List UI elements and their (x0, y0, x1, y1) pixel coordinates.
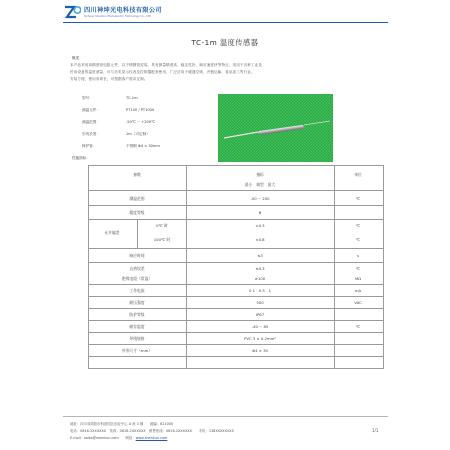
table-column-rule (186, 165, 187, 368)
table-rule (88, 308, 384, 309)
spec-key: 型号： (82, 96, 93, 100)
table-cell: 100℃ 时 (153, 237, 171, 242)
table-cell: ℃ (355, 237, 361, 242)
table-subheader: 最小 典型 最大 (244, 182, 276, 187)
table-rule (88, 368, 384, 369)
table-cell: ℃ (355, 223, 361, 228)
product-photo (218, 94, 333, 162)
table-cell: ℃ (355, 324, 361, 329)
table-cell: 响应时间 (129, 253, 145, 258)
table-cell: PVC 3 × 0.2mm² (244, 336, 276, 341)
table-cell: B (258, 210, 262, 215)
intro-line: 民用设备的温度测量，可与各类显示仪表及控制器配套使用，广泛应用于暖通空调、冷链运输、食品加工等行业。 (70, 70, 255, 74)
table-rule (88, 296, 384, 297)
spec-key: 引线长度： (82, 132, 100, 136)
table-rule (88, 248, 384, 249)
table-border (383, 165, 384, 368)
table-rule (88, 262, 384, 263)
page-number: 1/1 (372, 428, 379, 433)
spec-row (82, 96, 138, 101)
company-logo-icon (63, 4, 81, 20)
table-cell: IP67 (255, 312, 265, 317)
table-rule (88, 320, 384, 321)
table-rule (88, 344, 384, 345)
table-header-spec: 指标 (256, 172, 264, 177)
table-cell: mA (354, 288, 362, 293)
footer-contacts: 电话：0816-2XXXXXX 传真：0816-2XXXXXX 销售热线：0816-2XXXXXX 手机：138XXXXXXXX (70, 429, 234, 433)
table-heading: 性能指标： (72, 156, 90, 160)
table-cell: -40 ~ 85 (251, 324, 269, 329)
table-rule (88, 205, 384, 206)
table-cell: -50 ~ 200 (250, 196, 270, 201)
table-cell: ≥100 (254, 276, 266, 281)
table-cell: 导线规格 (129, 336, 145, 341)
spec-value: 1m（可定制） (126, 132, 150, 136)
table-cell: s (357, 253, 359, 258)
table-cell: Φ4 × 30 (252, 348, 268, 353)
table-cell: ℃ (355, 266, 361, 271)
table-border (88, 165, 89, 368)
company-header (84, 5, 214, 18)
spec-value: -50℃ ~ +200℃ (126, 120, 156, 124)
table-header-param: 参数 (133, 172, 141, 177)
footer-divider (63, 416, 388, 417)
company-name-en: Sichuan ShenKun Photoelectric Technology Co., LTD (84, 15, 151, 18)
table-rule (88, 219, 384, 220)
intro-heading: 概述： (72, 56, 83, 60)
footer-web (70, 435, 167, 440)
table-rule (88, 284, 384, 285)
table-cell: 500 (256, 300, 264, 305)
document-title: TC-1m 温度传感器 (191, 38, 259, 47)
intro-line: 本产品采用高精度铂电阻元件，以不锈钢管封装，具有测量精度高、稳定性好、响应速度快等特点，适用于各种工业及 (70, 63, 263, 67)
intro-line: 安装方便，使用寿命长，可根据客户需求定制。 (70, 77, 148, 81)
table-cell: 0℃ 时 (156, 223, 168, 228)
table-cell: 自热误差 (129, 266, 145, 271)
website-link[interactable]: www.shenkun.com (135, 436, 168, 440)
footer-email: E-mail：sales@shenkun.com 网址： (70, 436, 136, 440)
table-cell: 耐压强度 (129, 300, 145, 305)
table-rule (88, 356, 384, 357)
table-cell: ±0.3 (255, 223, 265, 228)
table-cell: ≤0.3 (255, 266, 265, 271)
table-rule (88, 332, 384, 333)
table-cell: 储存温度 (129, 324, 145, 329)
table-column-rule (334, 165, 335, 368)
table-cell: 允许偏差 (104, 230, 120, 235)
table-cell: 精度等级 (129, 210, 145, 215)
spec-value: 不锈钢 Φ4 × 30mm (126, 144, 160, 148)
table-rule (88, 190, 384, 191)
table-cell: 测温范围 (129, 196, 145, 201)
spec-row (82, 144, 160, 149)
spec-row (82, 108, 154, 113)
company-name: 四川神坤光电科技有限公司 (84, 7, 162, 14)
table-cell: ±0.8 (255, 237, 265, 242)
header-divider (63, 22, 388, 23)
table-cell: 防护等级 (129, 312, 145, 317)
table-cell: 绝缘电阻（常温） (121, 276, 153, 281)
spec-key: 保护管： (82, 144, 97, 148)
spec-value: PT100 / PT1000 (126, 108, 155, 112)
table-column-rule (137, 219, 138, 248)
table-cell: ≤3 (257, 253, 263, 258)
spec-row (82, 120, 155, 125)
table-cell: ℃ (355, 196, 361, 201)
spec-key: 测温元件： (82, 108, 100, 112)
table-cell: 外形尺寸（mm） (121, 348, 153, 353)
table-cell: 0.1 0.5 1 (248, 288, 272, 293)
spec-row (82, 132, 150, 137)
table-cell: VAC (354, 300, 362, 305)
table-cell: MΩ (354, 276, 362, 281)
spec-value: TC-1m (126, 96, 138, 100)
table-rule (88, 165, 384, 166)
table-header-unit: 单位 (354, 172, 362, 177)
footer-address: 地址：四川省绵阳市科创园区创业中心 A 座 3 楼 邮编：621000 (70, 422, 174, 426)
spec-key: 测温范围： (82, 120, 100, 124)
table-cell: 工作电流 (129, 288, 145, 293)
